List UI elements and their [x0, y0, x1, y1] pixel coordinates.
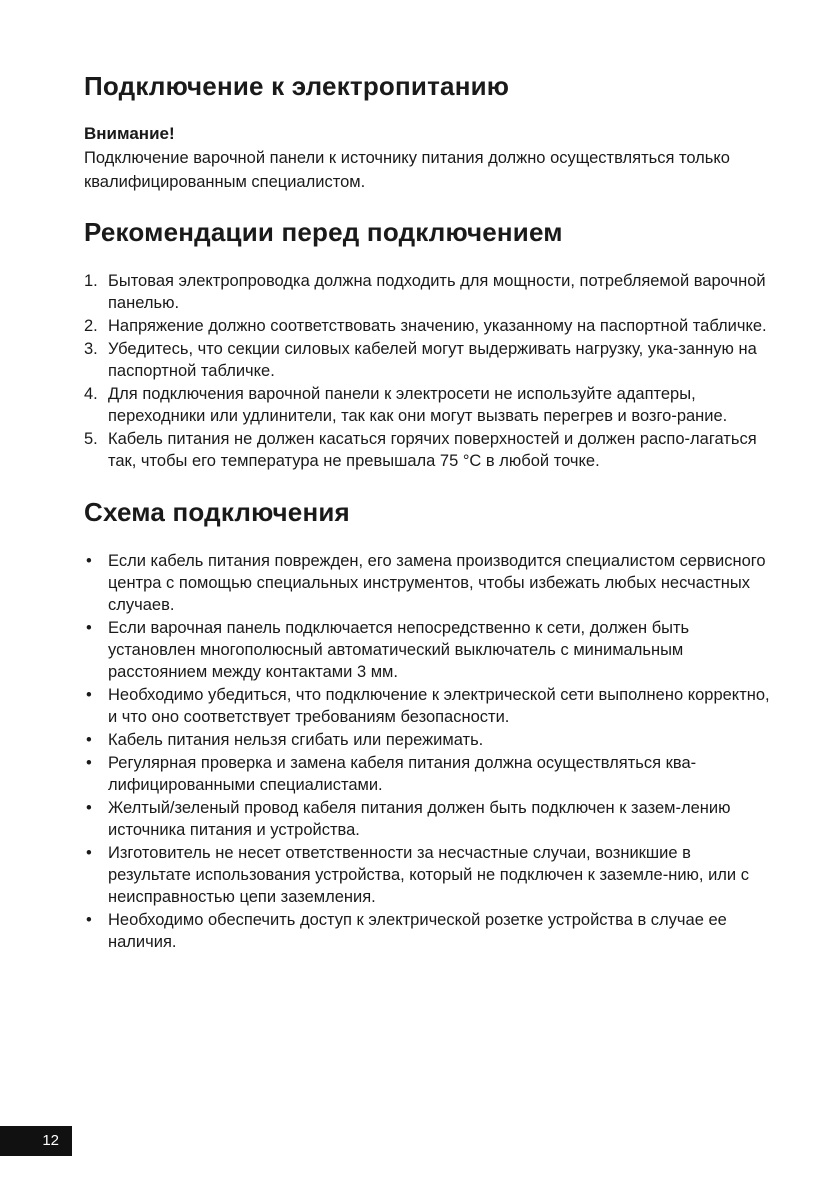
- bullet-icon: •: [86, 799, 92, 817]
- list-item: [84, 842, 774, 908]
- item-text: Убедитесь, что секции силовых кабелей могут выдерживать нагрузку, ука-занную на паспортной табличке.: [108, 340, 757, 380]
- item-number: 4.: [84, 385, 98, 403]
- list-item: [84, 315, 774, 337]
- recommendations-heading: Рекомендации перед подключением: [84, 217, 563, 247]
- bullet-icon: •: [86, 731, 92, 749]
- item-number: 1.: [84, 272, 98, 290]
- scheme-list: [84, 550, 774, 953]
- item-text: Бытовая электропроводка должна подходить для мощности, потребляемой варочной панелью.: [108, 272, 766, 312]
- list-item: [84, 684, 774, 728]
- recommendations-list: [84, 270, 774, 472]
- scheme-heading: Схема подключения: [84, 497, 350, 527]
- list-item: [84, 550, 774, 616]
- list-item: [84, 909, 774, 953]
- attention-text: Подключение варочной панели к источнику питания должно осуществляться только квалифицированным специалистом.: [84, 149, 730, 191]
- bullet-icon: •: [86, 619, 92, 637]
- item-text: Кабель питания не должен касаться горячих поверхностей и должен распо-лагаться так, чтобы его температура не превышала 75 °C в любой точке.: [108, 430, 757, 470]
- item-text: Если кабель питания поврежден, его замена производится специалистом сервисного центра с помощью специальных инструментов, чтобы избежать любых несчастных случаев.: [108, 552, 766, 614]
- bullet-icon: •: [86, 552, 92, 570]
- item-text: Напряжение должно соответствовать значению, указанному на паспортной табличке.: [108, 317, 767, 335]
- list-item: [84, 617, 774, 683]
- list-item: [84, 270, 774, 314]
- item-number: 3.: [84, 340, 98, 358]
- item-text: Регулярная проверка и замена кабеля питания должна осуществляться ква-лифицированными специалистами.: [108, 754, 697, 794]
- list-item: [84, 428, 774, 472]
- list-item: [84, 729, 774, 751]
- page-content: [84, 68, 774, 954]
- bullet-icon: •: [86, 911, 92, 929]
- item-text: Желтый/зеленый провод кабеля питания должен быть подключен к зазем-лению источника питания и устройства.: [108, 799, 731, 839]
- list-item: [84, 383, 774, 427]
- item-text: Если варочная панель подключается непосредственно к сети, должен быть установлен многополюсный автоматический выключатель с минимальным расстоянием между контактами 3 мм.: [108, 619, 690, 681]
- item-number: 2.: [84, 317, 98, 335]
- attention-heading: Внимание!: [84, 124, 175, 143]
- item-text: Необходимо убедиться, что подключение к электрической сети выполнено корректно, и что оно соответствует требованиям безопасности.: [108, 686, 770, 726]
- bullet-icon: •: [86, 686, 92, 704]
- item-text: Кабель питания нельзя сгибать или пережимать.: [108, 731, 484, 749]
- item-text: Для подключения варочной панели к электросети не используйте адаптеры, переходники или удлинители, так как они могут вызвать перегрев и возго-рание.: [108, 385, 728, 425]
- page-number: 12: [0, 1126, 72, 1156]
- list-item: [84, 797, 774, 841]
- item-number: 5.: [84, 430, 98, 448]
- bullet-icon: •: [86, 844, 92, 862]
- page-title: Подключение к электропитанию: [84, 71, 510, 101]
- item-text: Необходимо обеспечить доступ к электрической розетке устройства в случае ее наличия.: [108, 911, 727, 951]
- item-text: Изготовитель не несет ответственности за несчастные случаи, возникшие в результате использования устройства, который не подключен к заземле-нию, или с неисправностью цепи заземления.: [108, 844, 749, 906]
- list-item: [84, 752, 774, 796]
- list-item: [84, 338, 774, 382]
- bullet-icon: •: [86, 754, 92, 772]
